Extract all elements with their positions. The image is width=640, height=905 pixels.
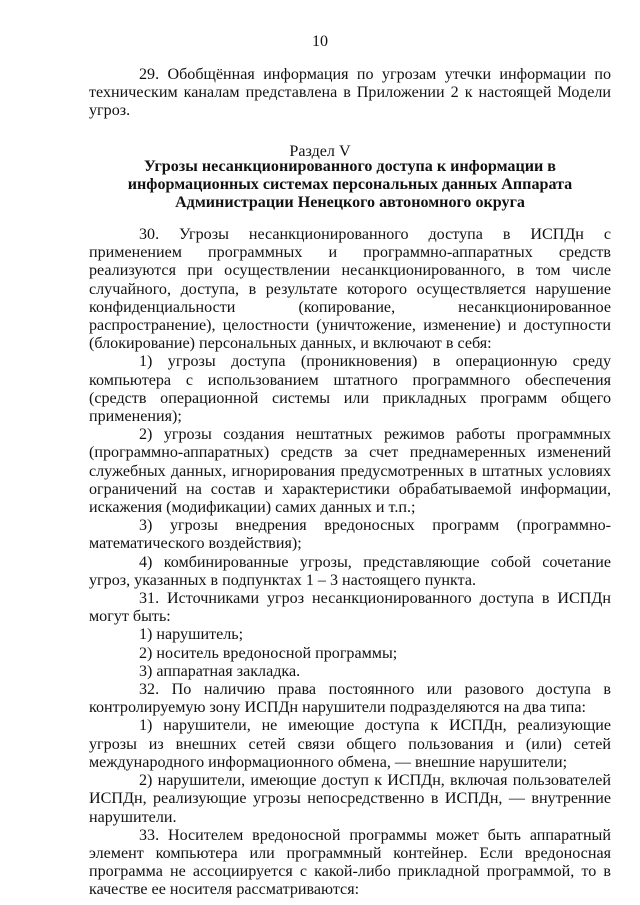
list-item-32-1: 1) нарушители, не имеющие доступа к ИСПДн, реализующие угрозы из внешних сетей связи общего пользования и (или) сетей международного информационного обмена, — внешние нарушители; [89,717,611,771]
list-item-30-2: 2) угрозы создания нештатных режимов работы программных (программно-аппаратных) средств за счет преднамеренных изменений служебных данных, игнорирования предусмотренных в штатных условиях ограничений на состав и характеристики обрабатываемой информации, искажения (модификации) самих данных и т.п.; [89,426,611,517]
paragraph-30: 30. Угрозы несанкционированного доступа в ИСПДн с применением программных и программно-аппаратных средств реализуются при осуществлении несанкционированного, в том числе случайного, доступа, в результате которого осуществляется нарушение конфиденциальности (копирование, несанкционированное распространение), целостности (уничтожение, изменение) и доступности (блокирование) персональных данных, и включают в себя: [89,226,611,353]
list-item-31-3: 3) аппаратная закладка. [139,662,301,680]
list-item-31-2: 2) носитель вредоносной программы; [139,644,398,662]
paragraph-33: 33. Носителем вредоносной программы может быть аппаратный элемент компьютера или программный контейнер. Если вредоносная программа не ассоциируется с какой-либо прикладной программой, то в качестве ее носителя рассматриваются: [89,826,611,899]
paragraph-31: 31. Источниками угроз несанкционированного доступа в ИСПДн могут быть: [89,590,611,626]
section-title-line: Угрозы несанкционированного доступа к информации в [143,158,557,175]
paragraph-32: 32. По наличию права постоянного или разового доступа в контролируемую зону ИСПДн нарушители подразделяются на два типа: [89,681,611,717]
section-title [89,158,611,213]
section-title-line: Администрации Ненецкого автономного округа [175,194,525,212]
list-item-31-1: 1) нарушитель; [139,626,244,644]
page-number: 10 [311,33,329,50]
list-item-30-1: 1) угрозы доступа (проникновения) в операционную среду компьютера с использованием штатного программного обеспечения (средств операционной системы или прикладных программ общего применения); [89,353,611,426]
body-text [89,226,611,900]
intro-block [89,66,611,121]
section-title-line: информационных системах персональных данных Аппарата [127,176,573,194]
section-label: Раздел V [289,143,351,160]
paragraph-29: 29. Обобщённая информация по угрозам утечки информации по техническим каналам представлена в Приложении 2 к настоящей Модели угроз. [89,66,611,120]
list-item-30-3: 3) угрозы внедрения вредоносных программ (программно-математического воздействия); [89,517,611,553]
list-item-32-2: 2) нарушители, имеющие доступ к ИСПДн, включая пользователей ИСПДн, реализующие угрозы непосредственно в ИСПДн, — внутренние нарушители. [89,772,611,826]
list-item-30-4: 4) комбинированные угрозы, представляющие собой сочетание угроз, указанных в подпунктах 1 – 3 настоящего пункта. [89,553,611,589]
